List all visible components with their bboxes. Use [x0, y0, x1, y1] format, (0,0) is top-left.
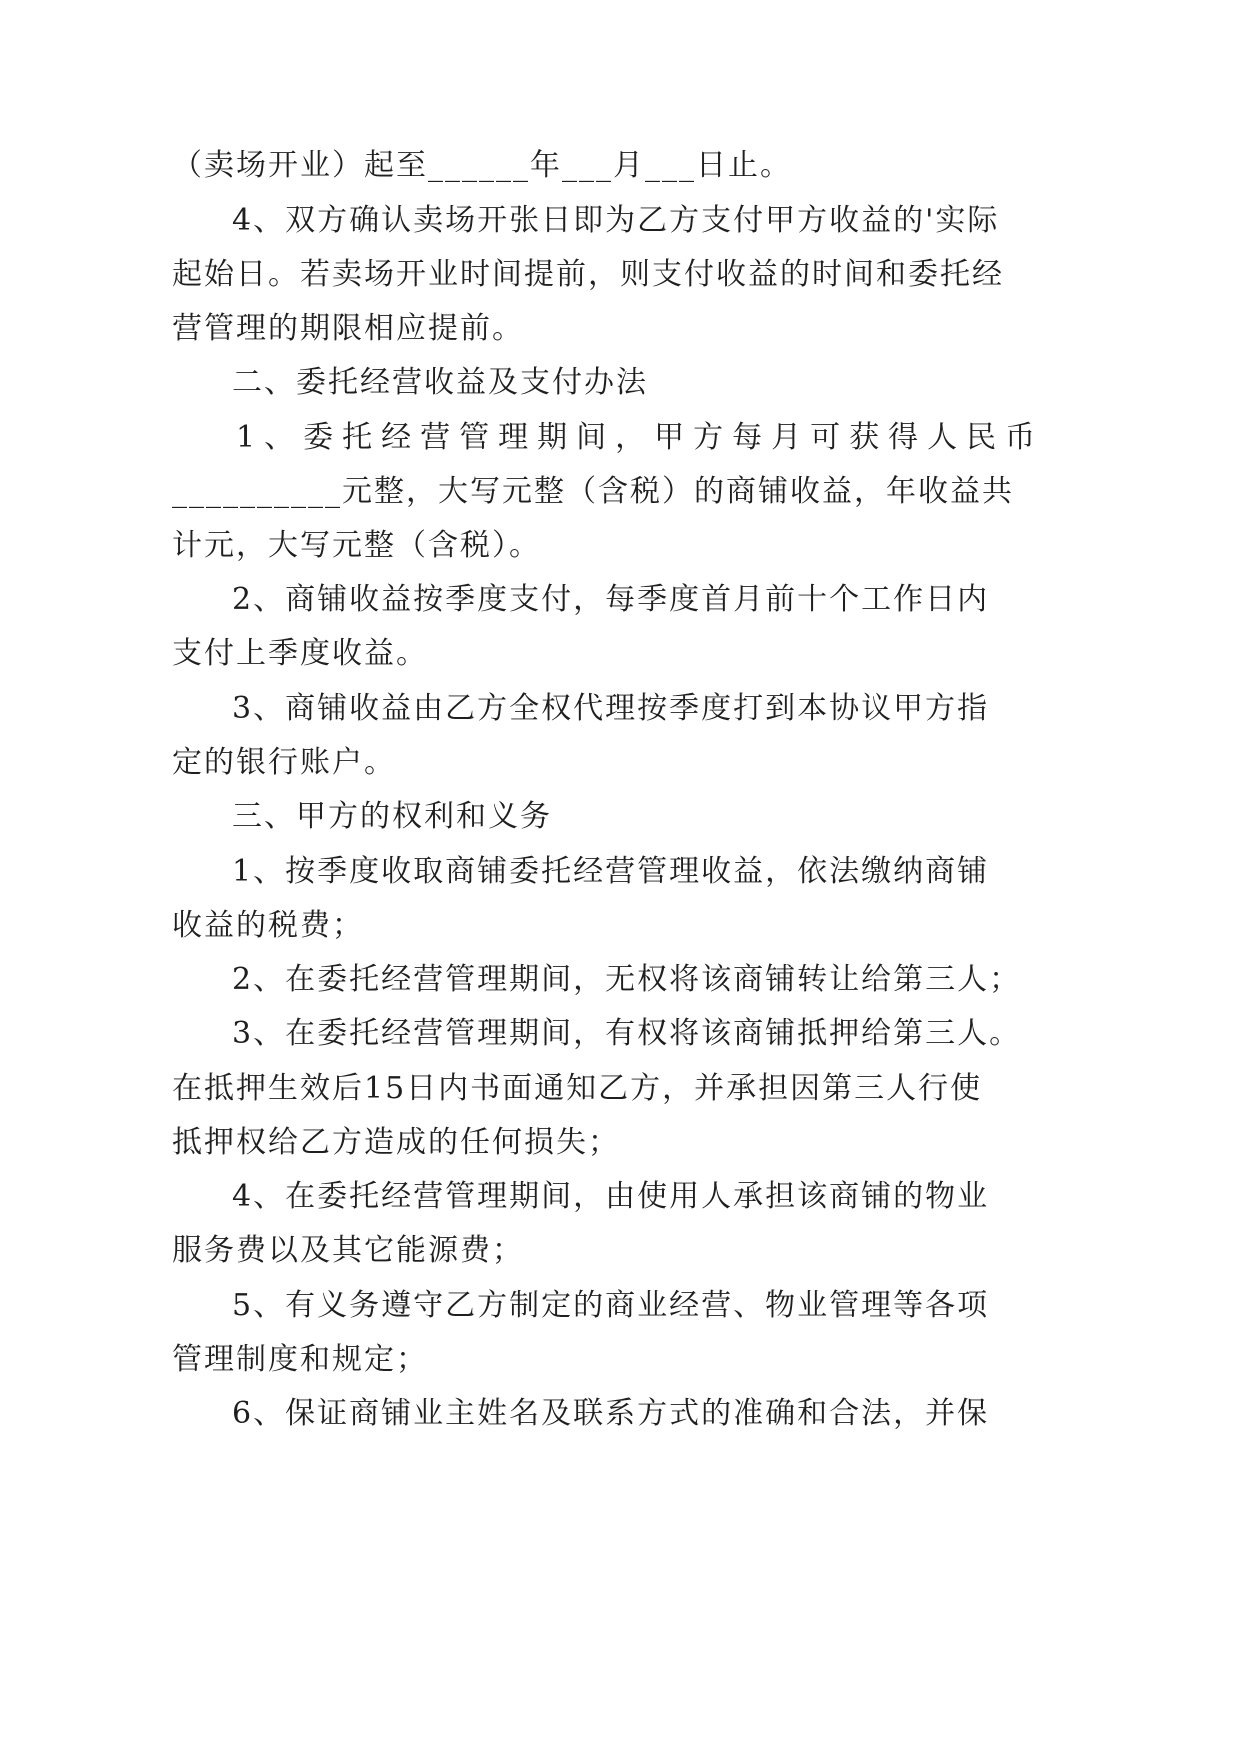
- text-line: 1、按季度收取商铺委托经营管理收益，依法缴纳商铺: [232, 854, 990, 889]
- text-line: 抵押权给乙方造成的任何损失；: [172, 1125, 620, 1160]
- text-line: 3、在委托经营管理期间，有权将该商铺抵押给第三人。: [232, 1016, 1022, 1051]
- text-line: 营管理的期限相应提前。: [172, 311, 524, 346]
- text-line: 2、商铺收益按季度支付，每季度首月前十个工作日内: [232, 582, 990, 617]
- text-line: 5、有义务遵守乙方制定的商业经营、物业管理等各项: [232, 1288, 990, 1323]
- text-line: 4、双方确认卖场开张日即为乙方支付甲方收益的'实际: [232, 203, 1000, 238]
- text-line: 起始日。若卖场开业时间提前，则支付收益的时间和委托经: [172, 257, 1004, 292]
- section-heading: 三、甲方的权利和义务: [232, 799, 552, 834]
- section-heading: 二、委托经营收益及支付办法: [232, 365, 648, 400]
- text-line: （卖场开业）起至______年___月___日止。: [172, 148, 792, 183]
- text-line: 3、商铺收益由乙方全权代理按季度打到本协议甲方指: [232, 691, 990, 726]
- text-line: 服务费以及其它能源费；: [172, 1233, 524, 1268]
- text-line: 收益的税费；: [172, 908, 364, 943]
- text-line: __________元整，大写元整（含税）的商铺收益，年收益共: [172, 474, 1014, 509]
- text-line: 2、在委托经营管理期间，无权将该商铺转让给第三人；: [232, 962, 1022, 997]
- text-line: 1、委托经营管理期间，甲方每月可获得人民币: [236, 420, 1045, 455]
- text-line: 在抵押生效后15日内书面通知乙方，并承担因第三人行使: [172, 1071, 983, 1106]
- text-line: 管理制度和规定；: [172, 1342, 428, 1377]
- text-line: 定的银行账户。: [172, 745, 396, 780]
- text-line: 计元，大写元整（含税）。: [172, 528, 541, 563]
- text-line: 4、在委托经营管理期间，由使用人承担该商铺的物业: [232, 1179, 990, 1214]
- text-line: 支付上季度收益。: [172, 636, 428, 671]
- text-line: 6、保证商铺业主姓名及联系方式的准确和合法，并保: [232, 1396, 990, 1431]
